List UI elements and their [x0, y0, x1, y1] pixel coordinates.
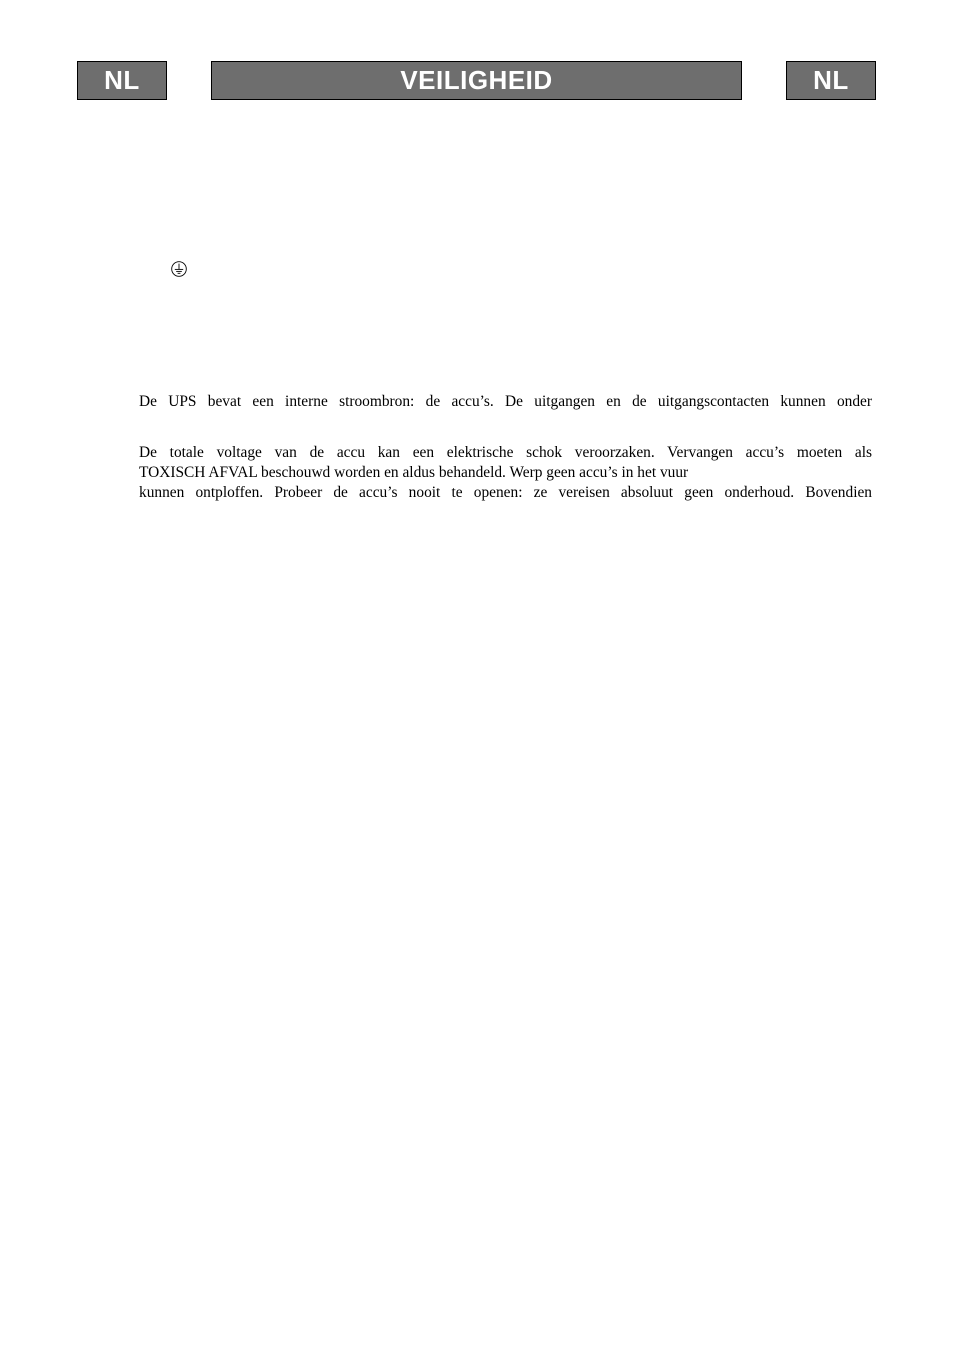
battery-voltage-line-2: TOXISCH AFVAL beschouwd worden en aldus behandeld. Werp geen accu’s in het vuur [139, 464, 689, 481]
language-tab-left: NL [77, 61, 167, 100]
ups-battery-paragraph: De UPS bevat een interne stroombron: de accu’s. De uitgangen en de uitgangscontacten kunnen onder [139, 393, 872, 410]
battery-voltage-line-1: De totale voltage van de accu kan een elektrische schok veroorzaken. Vervangen accu’s moeten als [139, 444, 872, 461]
language-tab-right: NL [786, 61, 876, 100]
page-title: VEILIGHEID [211, 61, 742, 100]
ground-icon [170, 260, 188, 278]
battery-voltage-line-3: kunnen ontploffen. Probeer de accu’s nooit te openen: ze vereisen absoluut geen onderhoud. Bovendien [139, 484, 872, 501]
